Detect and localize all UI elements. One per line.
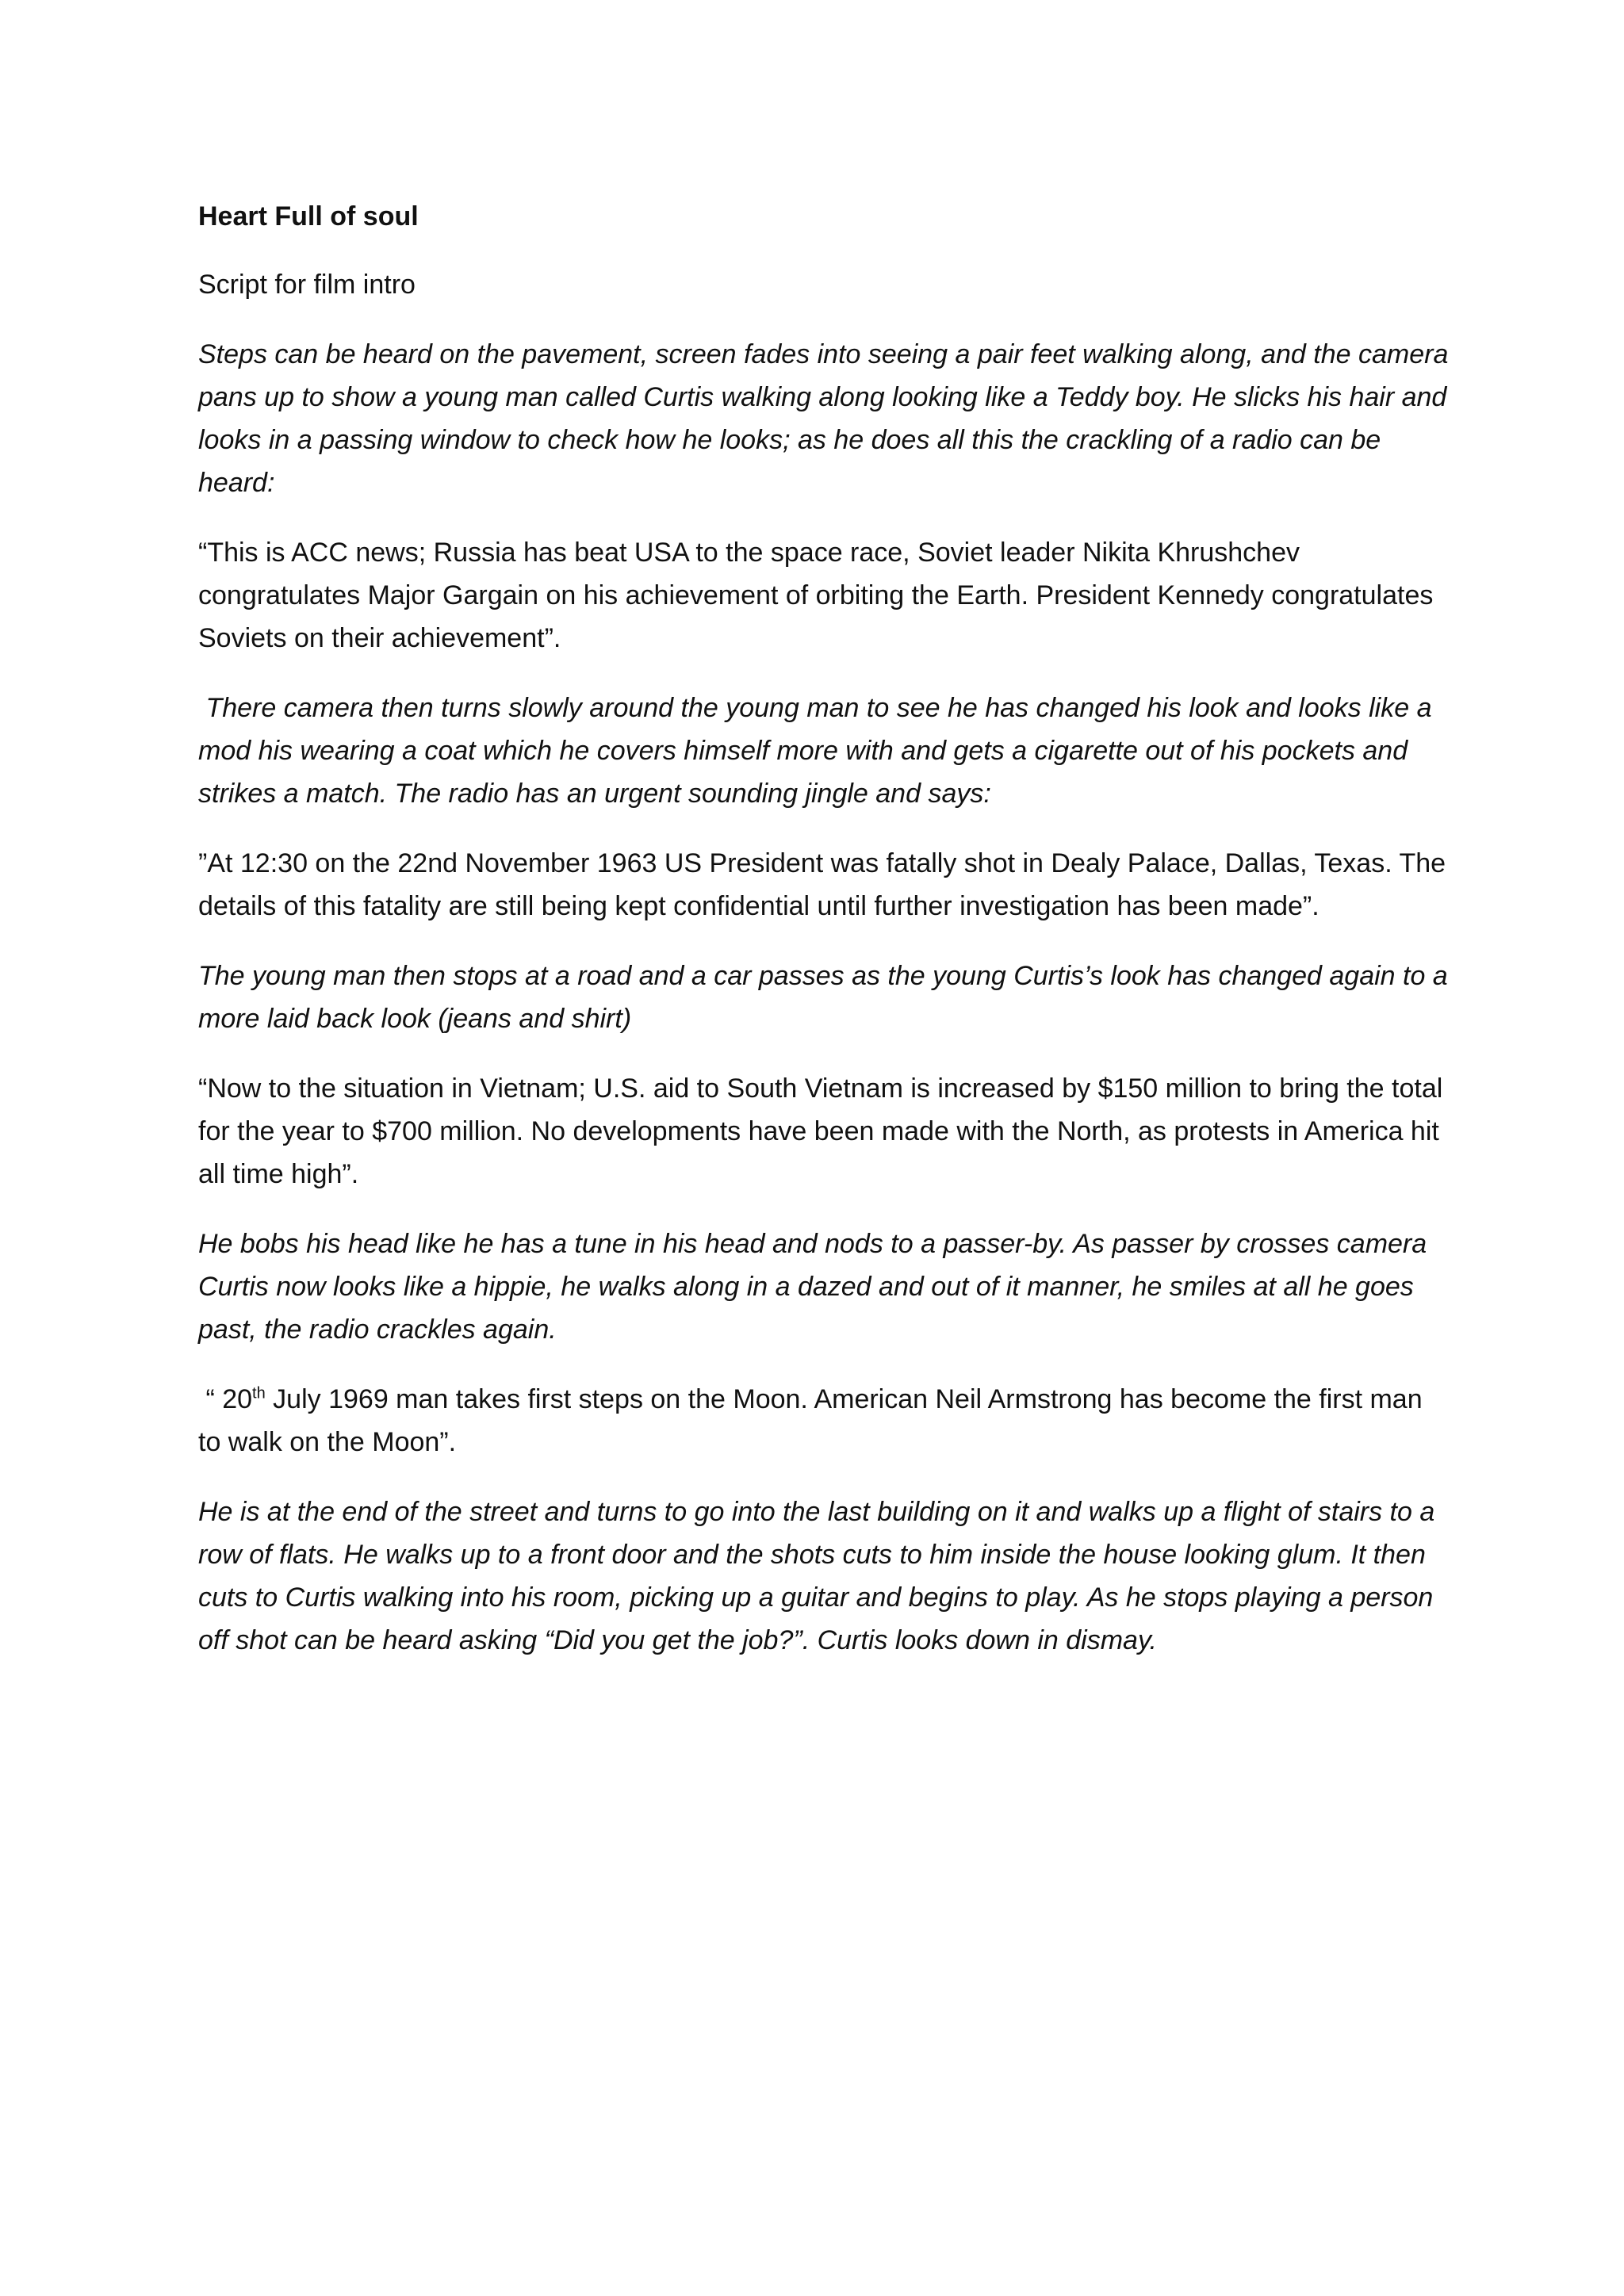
document-subtitle: Script for film intro — [198, 270, 416, 300]
stage-direction-2: There camera then turns slowly around the young man to see he has changed his look and looks like a mod his wearing a coat which he covers himself more with and gets a cigarette out of his pockets and strikes a match. The radio has an urgent sounding jingle and says: — [198, 693, 1439, 809]
document-title: Heart Full of soul — [198, 201, 419, 232]
radio-dialogue-4-prefix: “ 20 — [198, 1384, 253, 1414]
radio-dialogue-4 — [198, 1378, 1451, 1464]
stage-direction-3: The young man then stops at a road and a car passes as the young Curtis’s look has changed again to a more laid back look (jeans and shirt) — [198, 961, 1448, 1034]
radio-dialogue-3: “Now to the situation in Vietnam; U.S. aid to South Vietnam is increased by $150 million to bring the total for the year to $700 million. No developments have been made with the North, as protests in America hit all time high”. — [198, 1073, 1443, 1189]
ordinal-suffix: th — [252, 1384, 266, 1402]
stage-direction-1: Steps can be heard on the pavement, screen fades into seeing a pair feet walking along, and the camera pans up to show a young man called Curtis walking along looking like a Teddy boy. He slicks his hair and looks in a passing window to check how he looks; as he does all this the crackling of a radio can be heard: — [198, 339, 1449, 498]
radio-dialogue-4-rest: July 1969 man takes first steps on the Moon. American Neil Armstrong has become the first man to walk on the Moon”. — [198, 1384, 1431, 1457]
document-page — [198, 195, 1451, 1689]
stage-direction-5: He is at the end of the street and turns to go into the last building on it and walks up a flight of stairs to a row of flats. He walks up to a front door and the shots cuts to him inside the house looking glum. It then cuts to Curtis walking into his room, picking up a guitar and begins to play. As he stops playing a person off shot can be heard asking “Did you get the job?”. Curtis looks down in dismay. — [198, 1497, 1435, 1655]
radio-dialogue-1: “This is ACC news; Russia has beat USA to the space race, Soviet leader Nikita Khrushchev congratulates Major Gargain on his achievement of orbiting the Earth. President Kennedy congratulates Soviets on their achievement”. — [198, 538, 1434, 653]
radio-dialogue-2: ”At 12:30 on the 22nd November 1963 US President was fatally shot in Dealy Palace, Dallas, Texas. The details of this fatality are still being kept confidential until further investigation has been made”. — [198, 848, 1446, 921]
stage-direction-4: He bobs his head like he has a tune in his head and nods to a passer-by. As passer by crosses camera Curtis now looks like a hippie, he walks along in a dazed and out of it manner, he smiles at all he goes past, the radio crackles again. — [198, 1229, 1427, 1345]
